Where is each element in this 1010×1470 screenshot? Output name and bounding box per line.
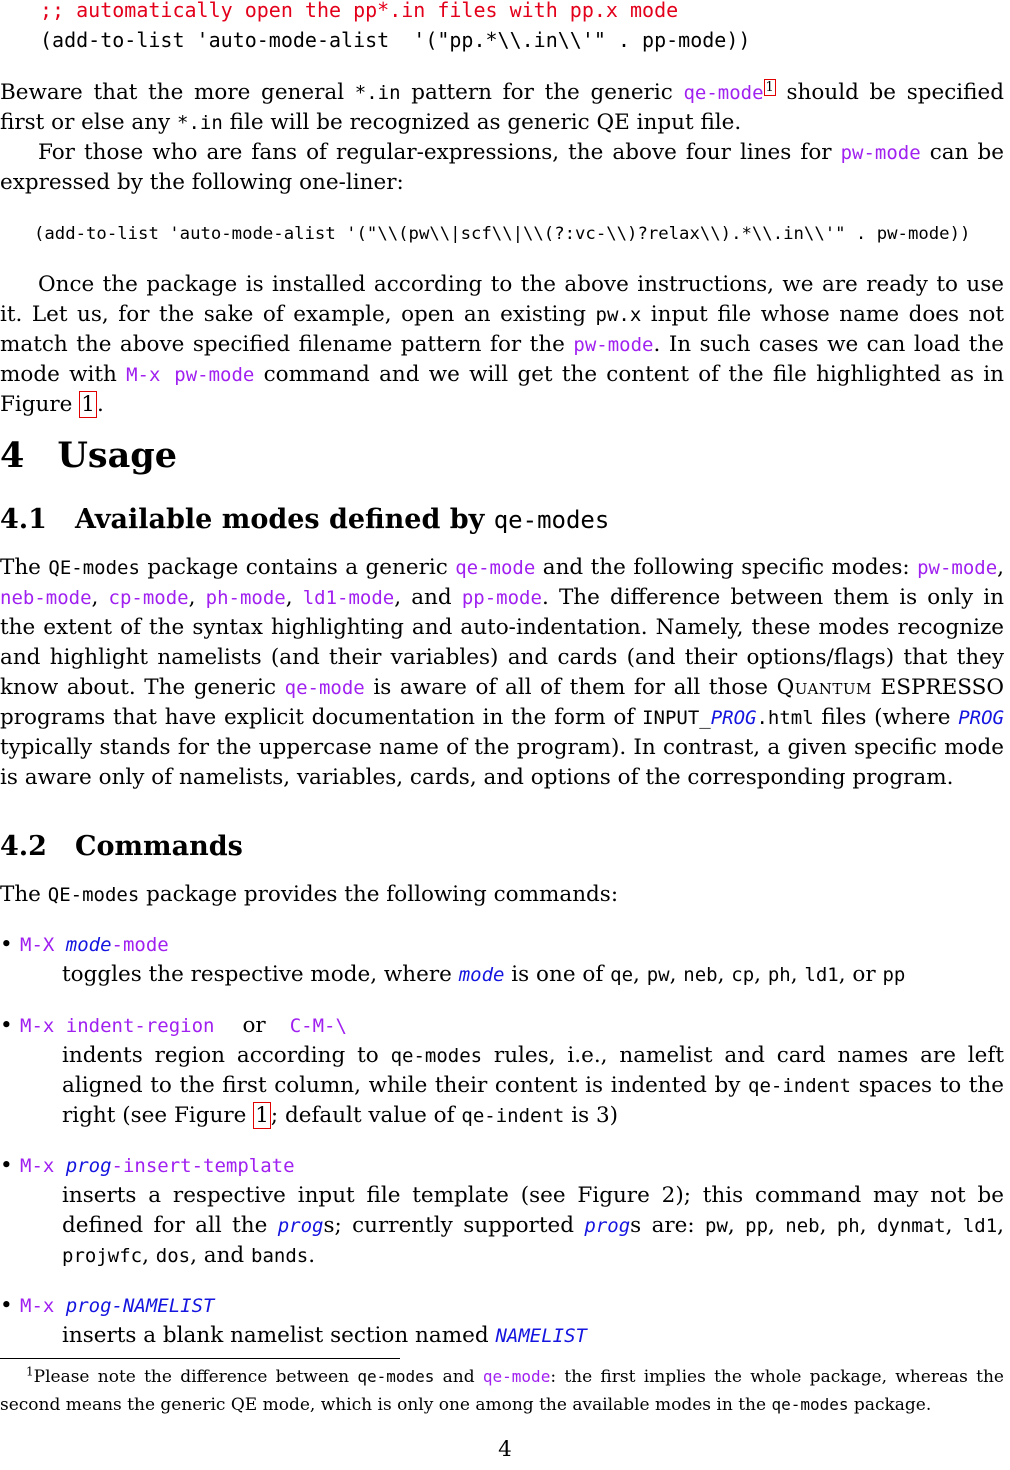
section-heading-usage: 4 Usage xyxy=(0,435,178,476)
paragraph-modes: The QE-modes package contains a generic qe-mode and the following specific modes: pw-mode, neb-mode, cp-mode, ph-mode, ld1-mode, and pp-mode. The difference between them is only in the extent of the syntax highlighting and auto-indentation. Namely, these modes recognize and highlight namelists (and their variables) and cards (and their options/flags) that they know about. The generic qe-mode is aware of all of them for all those Quantum ESPRESSO programs that have explicit documentation in the form of INPUT_PROG.html files (where PROG typically stands for the uppercase name of the program). In contrast, a given specific mode is aware only of namelists, variables, cards, and options of the corresponding program. xyxy=(0,555,1005,790)
code-line-pp-mode: (add-to-list 'auto-mode-alist '("pp.*\\.in\\'" . pp-mode)) xyxy=(40,28,751,52)
list-item-mode-toggle: • M-X mode-mode toggles the respective mode, where mode is one of qe, pw, neb, cp, ph, ld1, or pp xyxy=(0,932,906,987)
figure-link[interactable]: 1 xyxy=(255,1103,269,1128)
list-item-indent-region: • M-x indent-region or C-M-\ indents region according to qe-modes rules, i.e., namelist and card names are left aligned to the first column, while their content is indented by qe-indent spaces to the right (see Figure 1; default value of qe-indent is 3) xyxy=(0,1013,1005,1128)
subsection-heading-commands: 4.2 Commands xyxy=(0,831,243,862)
subsection-heading-available-modes: 4.1 Available modes defined by qe-modes xyxy=(0,504,610,535)
list-item-namelist: • M-x prog-NAMELIST inserts a blank namelist section named NAMELIST xyxy=(0,1293,587,1348)
code-comment-line: ;; automatically open the pp*.in files with pp.x mode xyxy=(40,0,679,22)
footnote: $^1$Please note the difference between qe-modes and qe-mode: the first implies the whole package, whereas the second means the generic QE mode, which is only one among the available modes in the qe-modes package. xyxy=(0,1364,1004,1415)
paragraph-beware: Beware that the more general *.in pattern for the generic qe-mode $^1$ should be specified first or else any *.in file will be recognized as generic QE input file. For those who are fans of regular-expressions, the above four lines for pw-mode can be expressed by the following one-liner: xyxy=(0,79,1004,195)
page-number: 4 xyxy=(498,1437,512,1462)
footnote-link[interactable]: 1 xyxy=(765,79,774,95)
paragraph-commands-intro: The QE-modes package provides the following commands: xyxy=(0,882,619,907)
code-line-one-liner: (add-to-list 'auto-mode-alist '("\\(pw\\|scf\\|\\(?:vc-\\)?relax\\).*\\.in\\'" . pw-mode)) xyxy=(34,224,971,244)
paragraph-once-installed: Once the package is installed according to the above instructions, we are ready to use it. Let us, for the sake of example, open an existing pw.x input file whose name does not match the above specified filename pattern for the pw-mode. In such cases we can load the mode with M-x pw-mode command and we will get the content of the file highlighted as in Figure 1. xyxy=(0,272,1004,417)
figure-link[interactable]: 1 xyxy=(81,392,95,417)
list-item-insert-template: • M-x prog-insert-template inserts a respective input file template (see Figure 2); this command may not be defined for all the progs; currently supported progs are: pw, pp, neb, ph, dynmat, ld1, projwfc, dos, and bands. xyxy=(0,1153,1005,1268)
footnote-rule xyxy=(0,1358,400,1359)
